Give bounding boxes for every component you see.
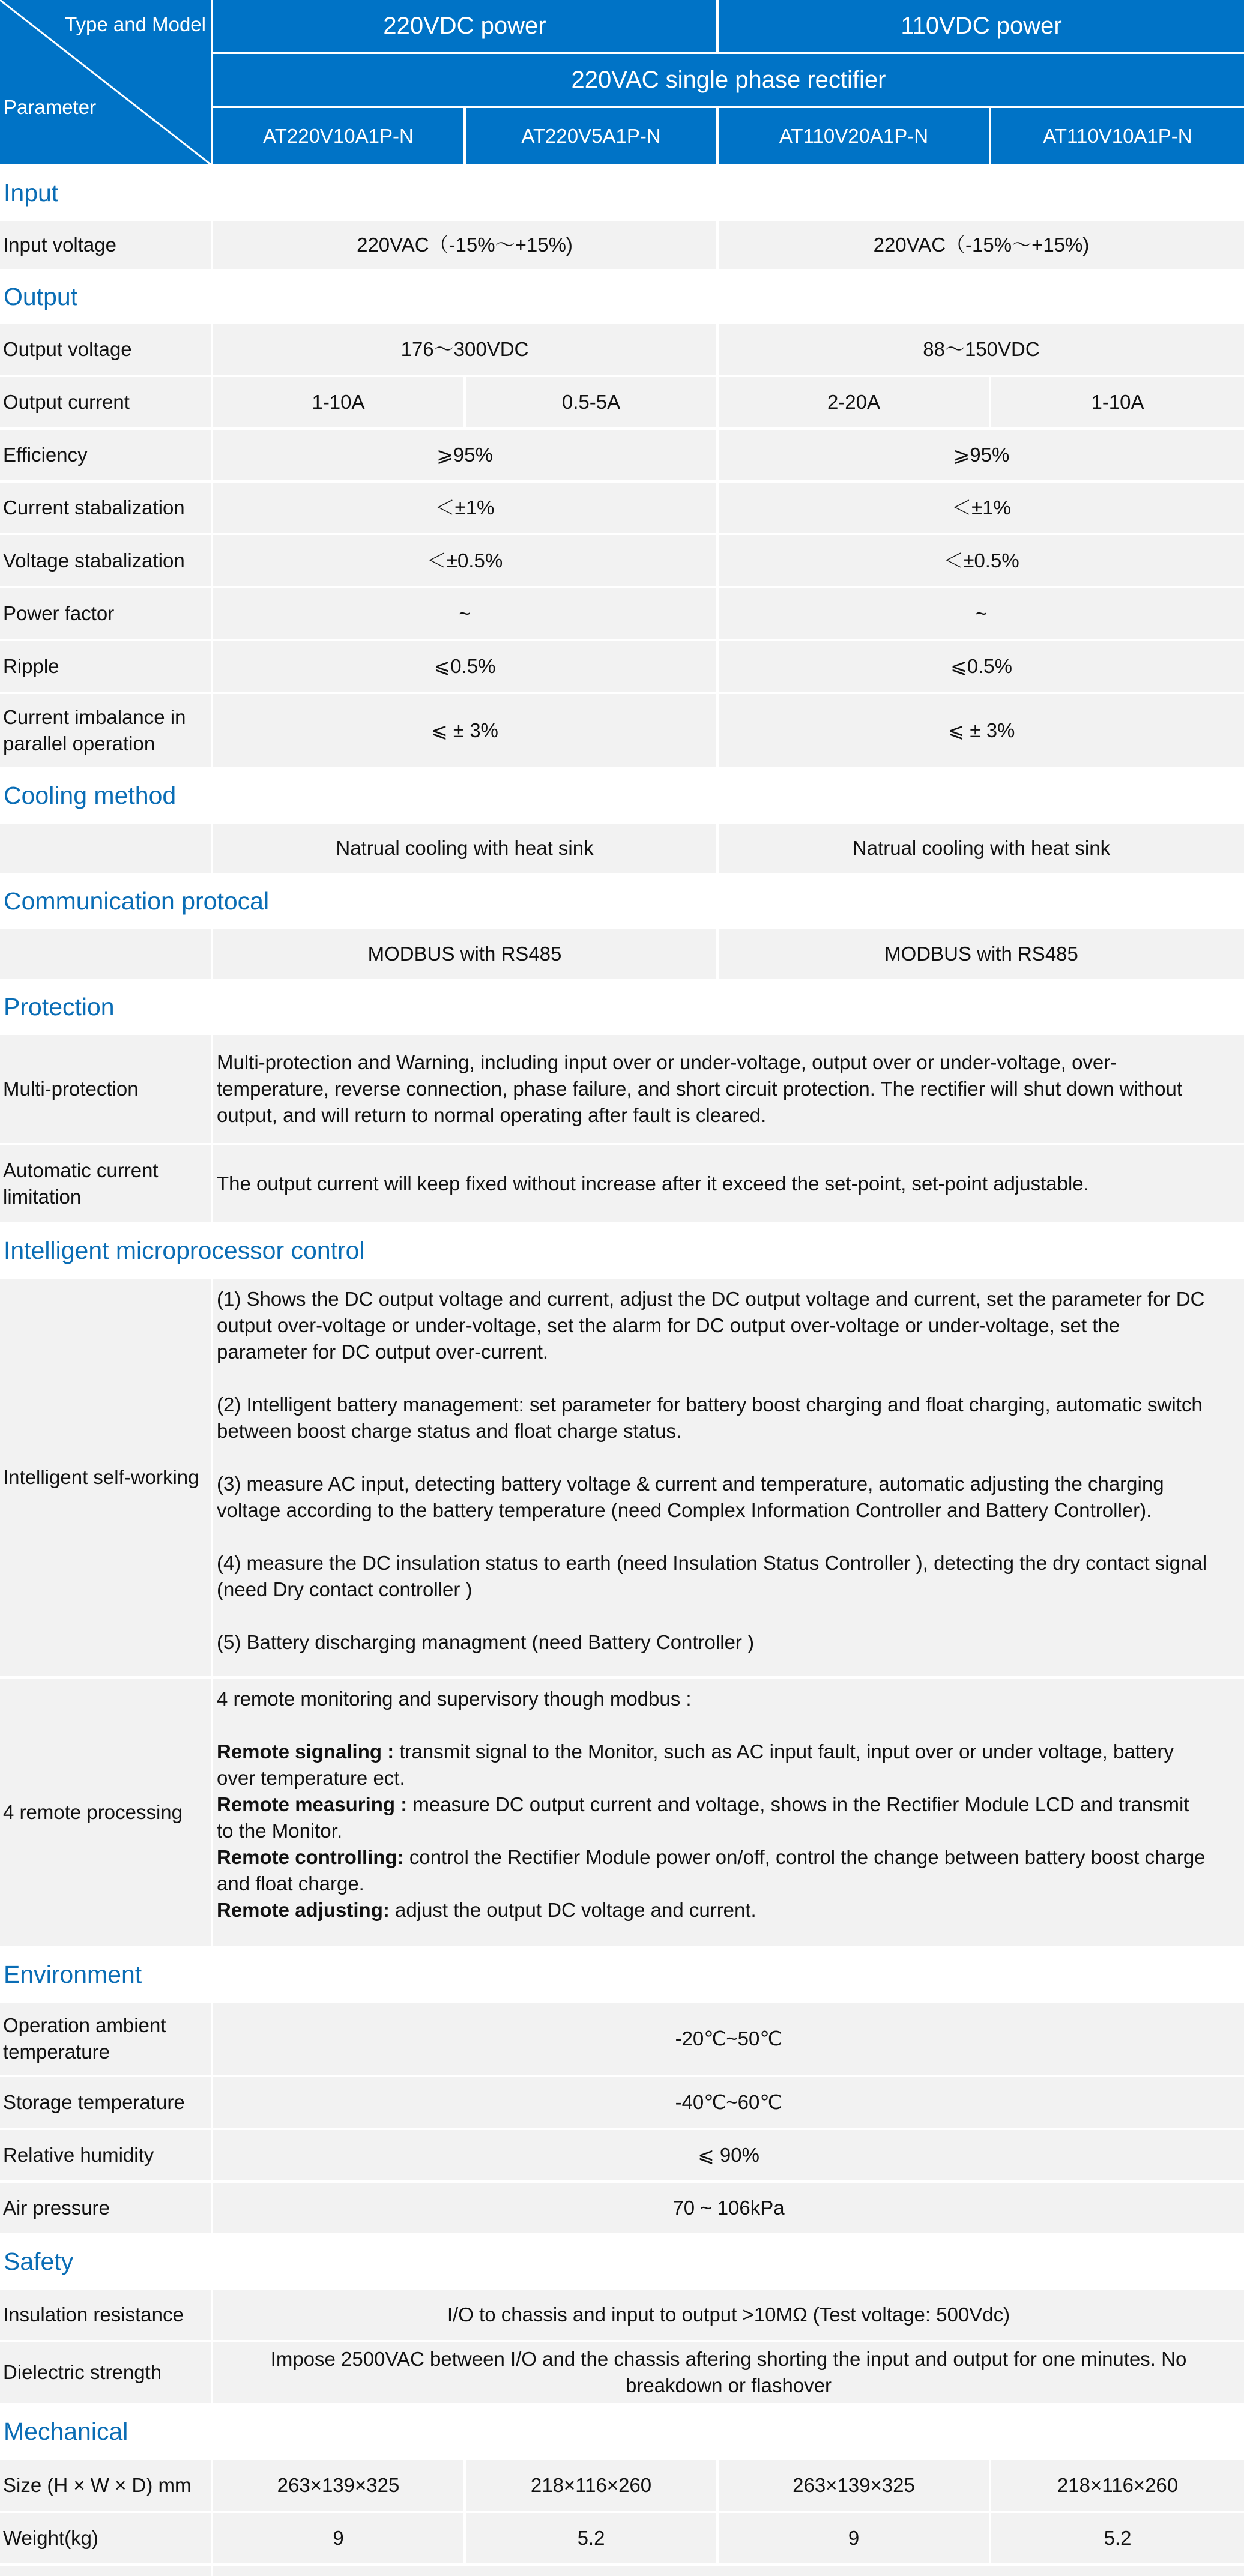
size-model-2: 218×116×260 <box>466 2460 716 2511</box>
section-environment: Environment <box>0 1949 1244 2000</box>
power-factor-220: ~ <box>213 588 716 639</box>
output-voltage-220: 176～300VDC <box>213 324 716 375</box>
section-mechanical: Mechanical <box>0 2405 1244 2458</box>
label-output-voltage: Output voltage <box>0 324 211 375</box>
label-size: Size (H × W × D) mm <box>0 2460 211 2511</box>
label-weight: Weight(kg) <box>0 2513 211 2563</box>
remote-adjusting-key: Remote adjusting: <box>217 1899 390 1921</box>
section-input: Input <box>0 167 1244 219</box>
label-operation-temperature-line-1: Operation ambient <box>3 2014 166 2036</box>
label-voltage-stabalization: Voltage stabalization <box>0 535 211 586</box>
table-bottom-stub <box>0 2566 211 2576</box>
cooling-110: Natrual cooling with heat sink <box>719 824 1244 873</box>
size-model-1: 263×139×325 <box>213 2460 463 2511</box>
intelligent-self-working-value <box>213 1279 1244 1676</box>
output-current-model-2: 0.5-5A <box>466 377 716 427</box>
operation-temperature-value: -20℃~50℃ <box>213 2003 1244 2075</box>
header-model-4: AT110V10A1P-N <box>991 108 1244 164</box>
label-4-remote-processing: 4 remote processing <box>0 1679 211 1946</box>
self-working-item-2: (2) Intelligent battery management: set parameter for battery boost charging and float charging, automatic switch between boost charge status and float charge status. <box>217 1393 1203 1442</box>
corner-parameter-label: Parameter <box>4 96 97 118</box>
label-automatic-current-limitation <box>0 1145 211 1222</box>
label-storage-temperature: Storage temperature <box>0 2077 211 2128</box>
storage-temperature-value: -40℃~60℃ <box>213 2077 1244 2128</box>
output-current-model-3: 2-20A <box>719 377 989 427</box>
weight-model-3: 9 <box>719 2513 989 2563</box>
insulation-resistance-value: I/O to chassis and input to output >10MΩ (Test voltage: 500Vdc) <box>213 2290 1244 2340</box>
section-cooling-method: Cooling method <box>0 770 1244 821</box>
label-efficiency: Efficiency <box>0 430 211 480</box>
weight-model-2: 5.2 <box>466 2513 716 2563</box>
remote-measuring: Remote measuring : measure DC output current and voltage, shows in the Rectifier Module LCD and transmit to the Monitor. <box>217 1793 1189 1842</box>
size-model-3: 263×139×325 <box>719 2460 989 2511</box>
header-model-3: AT110V20A1P-N <box>719 108 989 164</box>
label-current-imbalance-line-1: Current imbalance in <box>3 706 186 728</box>
weight-model-1: 9 <box>213 2513 463 2563</box>
automatic-current-limitation-value: The output current will keep fixed without increase after it exceed the set-point, set-point adjustable. <box>213 1145 1244 1222</box>
section-protection: Protection <box>0 981 1244 1033</box>
communication-110: MODBUS with RS485 <box>719 929 1244 979</box>
section-intelligent-control: Intelligent microprocessor control <box>0 1225 1244 1276</box>
label-operation-temperature <box>0 2003 211 2075</box>
current-imbalance-220: ⩽ ± 3% <box>213 694 716 767</box>
remote-signaling-key: Remote signaling : <box>217 1740 394 1763</box>
voltage-stabalization-220: ＜±0.5% <box>213 535 716 586</box>
label-current-imbalance-line-2: parallel operation <box>3 732 156 755</box>
voltage-stabalization-110: ＜±0.5% <box>719 535 1244 586</box>
label-intelligent-self-working: Intelligent self-working <box>0 1279 211 1676</box>
air-pressure-value: 70 ~ 106kPa <box>213 2183 1244 2233</box>
output-current-model-4: 1-10A <box>991 377 1244 427</box>
current-imbalance-110: ⩽ ± 3% <box>719 694 1244 767</box>
header-model-2: AT220V5A1P-N <box>466 108 716 164</box>
remote-intro: 4 remote monitoring and supervisory though modbus : <box>217 1688 692 1710</box>
communication-220: MODBUS with RS485 <box>213 929 716 979</box>
label-communication-empty <box>0 929 211 979</box>
corner-type-model-label: Type and Model <box>65 13 206 35</box>
label-operation-temperature-line-2: temperature <box>3 2041 110 2063</box>
efficiency-110: ⩾95% <box>719 430 1244 480</box>
efficiency-220: ⩾95% <box>213 430 716 480</box>
multi-protection-line-3: output, and will return to normal operating after fault is cleared. <box>217 1104 767 1126</box>
label-air-pressure: Air pressure <box>0 2183 211 2233</box>
multi-protection-line-2: temperature, reverse connection, phase failure, and short circuit protection. The rectifier will shut down without <box>217 1078 1183 1100</box>
label-relative-humidity: Relative humidity <box>0 2130 211 2180</box>
power-factor-110: ~ <box>719 588 1244 639</box>
ripple-110: ⩽0.5% <box>719 641 1244 692</box>
multi-protection-value <box>213 1035 1244 1143</box>
relative-humidity-value: ⩽ 90% <box>213 2130 1244 2180</box>
self-working-item-5: (5) Battery discharging managment (need Battery Controller ) <box>217 1631 755 1653</box>
remote-controlling-key: Remote controlling: <box>217 1846 404 1868</box>
cooling-220: Natrual cooling with heat sink <box>213 824 716 873</box>
header-corner-cell <box>0 0 211 164</box>
section-safety: Safety <box>0 2236 1244 2287</box>
remote-measuring-key: Remote measuring : <box>217 1793 408 1815</box>
self-working-item-3: (3) measure AC input, detecting battery voltage & current and temperature, automatic adjusting the charging voltage according to the battery temperature (need Complex Information Controller and Battery Controller). <box>217 1473 1164 1521</box>
dielectric-strength-value <box>213 2342 1244 2403</box>
remote-processing-value <box>213 1679 1244 1946</box>
current-stabalization-220: ＜±1% <box>213 483 716 533</box>
remote-adjusting: Remote adjusting: adjust the output DC voltage and current. <box>217 1899 756 1921</box>
size-model-4: 218×116×260 <box>991 2460 1244 2511</box>
label-current-stabalization: Current stabalization <box>0 483 211 533</box>
ripple-220: ⩽0.5% <box>213 641 716 692</box>
dielectric-strength-line-2: breakdown or flashover <box>625 2374 832 2397</box>
dielectric-strength-line-1: Impose 2500VAC between I/O and the chassis aftering shorting the input and output for one minutes. No <box>270 2348 1187 2370</box>
label-power-factor: Power factor <box>0 588 211 639</box>
label-ripple: Ripple <box>0 641 211 692</box>
header-group-220vdc: 220VDC power <box>213 0 716 52</box>
section-output: Output <box>0 271 1244 322</box>
input-voltage-220: 220VAC（-15%～+15%) <box>213 221 716 269</box>
section-communication: Communication protocal <box>0 875 1244 927</box>
label-cooling-empty <box>0 824 211 873</box>
current-stabalization-110: ＜±1% <box>719 483 1244 533</box>
label-automatic-current-line-1: Automatic current <box>3 1159 159 1181</box>
output-voltage-110: 88～150VDC <box>719 324 1244 375</box>
input-voltage-110: 220VAC（-15%～+15%) <box>719 221 1244 269</box>
multi-protection-line-1: Multi-protection and Warning, including input over or under-voltage, output over or under-voltage, over- <box>217 1051 1117 1073</box>
label-automatic-current-line-2: limitation <box>3 1186 82 1208</box>
label-multi-protection: Multi-protection <box>0 1035 211 1143</box>
self-working-item-1: (1) Shows the DC output voltage and current, adjust the DC output voltage and current, set the parameter for DC output over-voltage or under-voltage, set the alarm for DC output over-voltage or under-voltage, set the parameter for DC output over-current. <box>217 1288 1205 1363</box>
remote-signaling: Remote signaling : transmit signal to the Monitor, such as AC input fault, input over or under voltage, battery over temperature ect. <box>217 1740 1174 1789</box>
label-insulation-resistance: Insulation resistance <box>0 2290 211 2340</box>
label-output-current: Output current <box>0 377 211 427</box>
self-working-item-4: (4) measure the DC insulation status to earth (need Insulation Status Controller ), detecting the dry contact signal (need Dry contact controller ) <box>217 1552 1207 1600</box>
label-dielectric-strength: Dielectric strength <box>0 2342 211 2403</box>
label-current-imbalance <box>0 694 211 767</box>
table-bottom-stub-values <box>213 2566 1244 2576</box>
weight-model-4: 5.2 <box>991 2513 1244 2563</box>
output-current-model-1: 1-10A <box>213 377 463 427</box>
label-input-voltage: Input voltage <box>0 221 211 269</box>
header-rectifier-type: 220VAC single phase rectifier <box>213 54 1244 106</box>
remote-controlling: Remote controlling: control the Rectifier Module power on/off, control the change between battery boost charge and float charge. <box>217 1846 1206 1895</box>
header-group-110vdc: 110VDC power <box>719 0 1244 52</box>
header-model-1: AT220V10A1P-N <box>213 108 463 164</box>
